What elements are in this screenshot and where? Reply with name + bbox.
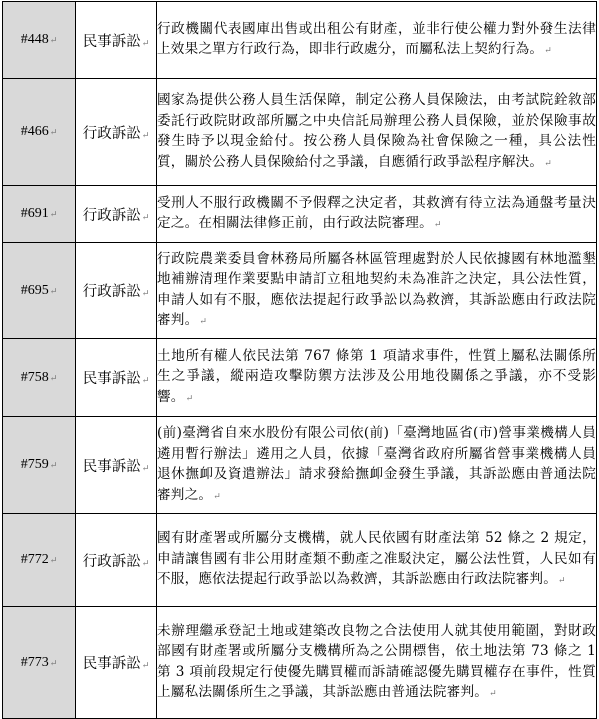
case-table-body xyxy=(3,2,597,719)
cell-end-mark-icon: ↵ xyxy=(544,46,552,56)
case-number xyxy=(3,243,76,339)
case-category-text: 民事訴訟 xyxy=(82,656,141,672)
case-number-text: #758 xyxy=(20,369,49,385)
cell-end-mark-icon: ↵ xyxy=(558,576,566,587)
case-row xyxy=(3,186,597,243)
case-description-text: 國家為提供公務人員生活保障，制定公務人員保險法，由考試院銓敘部委託行政院財政部所屬之中央信託局辦理公務人員保險，並於保險事故發生時予以現金給付。按公務人員保險為社會保險之一種，具公法性質，關於公務人員保險給付之爭議，自應循行政爭訟程序解決。 xyxy=(157,92,596,170)
case-description-text: 土地所有權人依民法第 767 條第 1 項請求事件，性質上屬私法關係所生之爭議，縱兩造攻擊防禦方法涉及公用地役關係之爭議，亦不受影響。 xyxy=(157,347,596,405)
cell-end-mark-icon: ↵ xyxy=(49,209,58,219)
case-category-text: 民事訴訟 xyxy=(82,458,141,475)
case-row xyxy=(3,514,597,607)
case-description xyxy=(157,514,597,607)
case-category-text: 民事訴訟 xyxy=(82,33,141,50)
case-category xyxy=(76,607,157,719)
cell-end-mark-icon: ↵ xyxy=(49,372,58,383)
case-number-text: #772 xyxy=(20,552,49,567)
case-row xyxy=(3,2,597,79)
cell-end-mark-icon: ↵ xyxy=(544,158,552,169)
cell-end-mark-icon: ↵ xyxy=(49,460,58,470)
case-category xyxy=(76,514,157,607)
case-description-text: (前)臺灣省自來水股份有限公司依(前)「臺灣地區省(市)營事業機構人員遴用暫行辦法」遴用之人員，依據「臺灣省政府所屬省營事業機構人員退休撫卹及資遣辦法」請求發給撫卹金發生爭議，其訴訟應由普通法院審判之。 xyxy=(157,425,596,503)
case-description xyxy=(157,2,597,79)
case-description xyxy=(157,417,597,514)
cell-end-mark-icon: ↵ xyxy=(141,376,150,386)
case-category xyxy=(76,339,157,417)
case-number-text: #691 xyxy=(20,206,49,221)
cell-end-mark-icon: ↵ xyxy=(185,393,194,404)
cell-end-mark-icon: ↵ xyxy=(141,661,150,671)
case-number-text: #695 xyxy=(20,282,49,298)
case-description xyxy=(157,243,597,339)
cell-end-mark-icon: ↵ xyxy=(49,555,58,565)
cell-end-mark-icon: ↵ xyxy=(199,317,208,327)
cell-end-mark-icon: ↵ xyxy=(141,130,150,141)
case-description xyxy=(157,607,597,719)
cell-end-mark-icon: ↵ xyxy=(49,127,58,137)
case-number xyxy=(3,417,76,514)
case-category xyxy=(76,79,157,186)
case-number xyxy=(3,186,76,243)
case-category-text: 行政訴訟 xyxy=(82,284,141,300)
case-category-text: 行政訴訟 xyxy=(82,207,141,224)
case-category xyxy=(76,2,157,79)
case-row xyxy=(3,243,597,339)
case-category xyxy=(76,243,157,339)
cell-end-mark-icon: ↵ xyxy=(141,463,150,474)
case-number xyxy=(3,339,76,417)
cell-end-mark-icon: ↵ xyxy=(433,220,442,230)
case-category xyxy=(76,186,157,243)
case-number xyxy=(3,514,76,607)
case-number-text: #759 xyxy=(20,457,49,472)
cell-end-mark-icon: ↵ xyxy=(213,491,221,502)
case-description-text: 未辦理繼承登記土地或建築改良物之合法使用人就其使用範圍，對財政部國有財產署或所屬分支機構所為之公開標售，依土地法第 73 條之 1 第 3 項前段規定行使優先購買權而訴請確認優先購買權存在事件，性質上屬私法關係所生之爭議，其訴訟應由普通法院審判。 xyxy=(157,622,596,700)
case-row xyxy=(3,607,597,719)
case-number-text: #448 xyxy=(20,32,49,47)
case-table xyxy=(2,1,597,719)
case-description xyxy=(157,339,597,417)
case-description-text: 行政院農業委員會林務局所屬各林區管理處對於人民依據國有林地濫墾地補辦清理作業要點申請訂立租地契約未為准許之決定，具公法性質，申請人如有不服，應依法提起行政爭訟以為救濟，其訴訟應由行政法院審判。 xyxy=(157,250,596,328)
case-description-text: 受刑人不服行政機關不予假釋之決定者，其救濟有待立法為通盤考量決定之。在相關法律修正前，由行政法院審理。 xyxy=(157,194,596,231)
case-number xyxy=(3,607,76,719)
case-category-text: 行政訴訟 xyxy=(82,125,141,142)
case-number xyxy=(3,79,76,186)
case-category xyxy=(76,417,157,514)
cell-end-mark-icon: ↵ xyxy=(141,558,150,569)
cell-end-mark-icon: ↵ xyxy=(49,35,58,45)
case-number-text: #773 xyxy=(20,654,49,670)
case-description xyxy=(157,186,597,243)
cell-end-mark-icon: ↵ xyxy=(49,657,58,668)
case-row xyxy=(3,79,597,186)
cell-end-mark-icon: ↵ xyxy=(489,689,497,699)
cell-end-mark-icon: ↵ xyxy=(49,285,58,296)
case-row xyxy=(3,339,597,417)
case-description xyxy=(157,79,597,186)
cell-end-mark-icon: ↵ xyxy=(141,289,150,299)
case-description-text: 行政機關代表國庫出售或出租公有財產，並非行使公權力對外發生法律上效果之單方行政行為，即非行政處分，而屬私法上契約行為。 xyxy=(157,20,596,57)
cell-end-mark-icon: ↵ xyxy=(141,212,150,223)
case-row xyxy=(3,417,597,514)
case-category-text: 民事訴訟 xyxy=(82,371,141,387)
case-description-text: 國有財產署或所屬分支機構，就人民依國有財產法第 52 條之 2 規定，申請讓售國有非公用財產類不動產之准駁決定，屬公法性質，人民如有不服，應依法提起行政爭訟以為救濟，其訴訟應由行政法院審判。 xyxy=(157,530,596,588)
case-category-text: 行政訴訟 xyxy=(82,553,141,570)
case-number-text: #466 xyxy=(20,124,49,139)
cell-end-mark-icon: ↵ xyxy=(141,38,150,49)
case-number xyxy=(3,2,76,79)
